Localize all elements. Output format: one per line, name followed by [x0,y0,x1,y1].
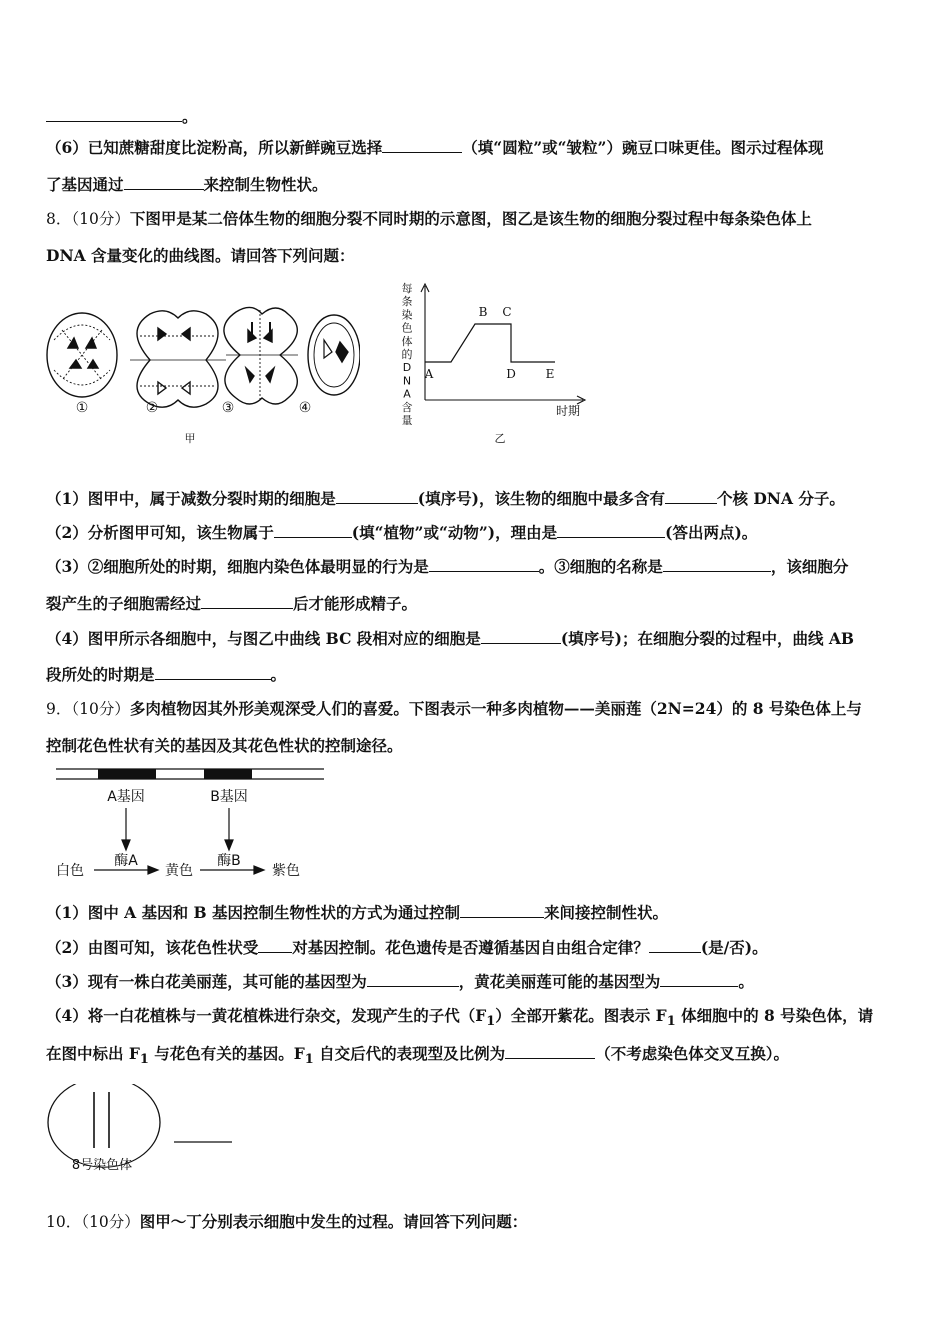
answer-blank[interactable] [382,137,462,153]
y-axis-label-char: 染 [401,308,413,322]
answer-blank[interactable] [367,971,459,987]
q9-intro-line2: 控制花色性状有关的基因及其花色性状的控制途径。 [46,736,403,755]
y-axis-label-char: 体 [401,334,413,348]
answer-blank[interactable] [274,522,352,538]
y-axis-label-char: D [402,361,412,375]
q9-part3: （3）现有一株白花美丽莲，其可能的基因型为 ，黄花美丽莲可能的基因型为 。 [46,972,754,991]
point-label-e: E [545,367,555,381]
answer-blank[interactable] [460,902,544,918]
enzyme-b-label: 酶B [217,853,241,869]
q8-part3-line1: （3）②细胞所处的时期，细胞内染色体最明显的行为是 。③细胞的名称是 ，该细胞分 [46,557,849,576]
gene-a-segment [98,769,156,779]
circle-label: 8号染色体 [71,1158,133,1173]
y-axis-label-char: 含 [401,400,413,414]
point-label-a: A [424,367,434,381]
dna-content-line [425,324,555,362]
gene-b-label: B基因 [210,789,248,805]
answer-blank[interactable] [124,174,204,190]
answer-blank[interactable] [258,937,292,953]
q9-part4-line2: 在图中标出 $F_1$ 与花色有关的基因。$F_1$ 自交后代的表现型及比例为 （不考虑染色体交叉互换）。 [46,1044,789,1068]
answer-blank[interactable] [481,628,561,644]
cell-label: ② [145,400,159,416]
answer-blank[interactable] [505,1043,595,1059]
answer-blank[interactable] [201,593,293,609]
gene-a-label: A基因 [107,789,145,805]
q7-tail-line: 。 [46,106,906,127]
gene-pathway-diagram [46,764,346,884]
answer-blank[interactable] [665,488,717,504]
y-axis-label-char: 的 [401,348,413,361]
figure-caption: 乙 [494,432,506,445]
y-axis-label-char: N [402,374,412,388]
figure-yi-chart [395,280,595,445]
cell-3 [224,307,297,404]
answer-blank[interactable] [155,664,271,680]
chromosome-circle-figure[interactable] [46,1084,246,1184]
q9-intro-line1: 9．（10分）多肉植物因其外形美观深受人们的喜爱。下图表示一种多肉植物——美丽莲（2N=24）的 8 号染色体上与 [46,699,862,718]
y-axis-label-char: 色 [401,321,413,335]
color-purple: 紫色 [272,863,300,879]
q7-part6-line1: （6）已知蔗糖甜度比淀粉高，所以新鲜豌豆选择 （填“圆粒”或“皱粒”）豌豆口味更佳。图示过程体现 [46,138,824,157]
y-axis-label-char: 条 [401,295,413,309]
q9-part1: （1）图中 A 基因和 B 基因控制生物性状的方式为通过控制 来间接控制性状。 [46,903,669,922]
answer-blank[interactable] [46,106,182,122]
point-label-d: D [506,367,516,381]
cell-label: ④ [298,400,312,416]
answer-blank[interactable] [336,488,418,504]
x-axis-label: 时期 [555,404,581,418]
figure-jia-cells [40,300,360,450]
point-label-c: C [502,305,512,319]
color-white: 白色 [56,863,84,879]
cell-label: ① [75,400,89,416]
q8-intro-line1: 8．（10分）下图甲是某二倍体生物的细胞分裂不同时期的示意图，图乙是该生物的细胞分裂过程中每条染色体上 [46,209,812,228]
point-label-b: B [478,305,488,319]
y-axis-label-char: A [403,387,411,401]
answer-blank[interactable] [660,971,738,987]
y-axis-label-char: 量 [401,414,413,427]
q8-part1: （1）图甲中，属于减数分裂时期的细胞是 (填序号)，该生物的细胞中最多含有 个核 DNA 分子。 [46,489,845,508]
color-yellow: 黄色 [165,863,193,879]
y-axis-label [402,281,413,427]
answer-blank[interactable] [663,556,771,572]
q8-part4-line2: 段所处的时期是 。 [46,665,287,684]
q8-part3-line2: 裂产生的子细胞需经过 后才能形成精子。 [46,594,418,613]
answer-blank[interactable] [557,522,665,538]
enzyme-a-label: 酶A [114,853,138,869]
q9-part4-line1: （4）将一白花植株与一黄花植株进行杂交，发现产生的子代$(F_1)$全部开紫花。图表示 $F_1$ 体细胞中的 8 号染色体，请 [46,1006,874,1030]
gene-b-segment [204,769,252,779]
cell-2 [137,311,218,407]
answer-blank[interactable] [429,556,539,572]
q7-part6-line2: 了基因通过 来控制生物性状。 [46,175,328,194]
answer-blank[interactable] [649,937,701,953]
cell-4 [308,315,360,395]
y-axis-label-char: 每 [401,282,413,295]
q9-part2: （2）由图可知，该花色性状受 对基因控制。花色遗传是否遵循基因自由组合定律？ (是/否)。 [46,938,768,957]
cell-label: ③ [221,400,235,416]
q8-intro-line2: DNA 含量变化的曲线图。请回答下列问题： [46,246,355,265]
figure-caption: 甲 [184,432,196,445]
q10-intro: 10．（10分）图甲～丁分别表示细胞中发生的过程。请回答下列问题： [46,1212,528,1231]
q8-part4-line1: （4）图甲所示各细胞中，与图乙中曲线 BC 段相对应的细胞是 (填序号)；在细胞分裂的过程中，曲线 AB [46,629,855,648]
q8-part2: （2）分析图甲可知，该生物属于 (填“植物”或“动物”)，理由是 (答出两点)。 [46,523,758,542]
cell-circle [48,1084,160,1167]
